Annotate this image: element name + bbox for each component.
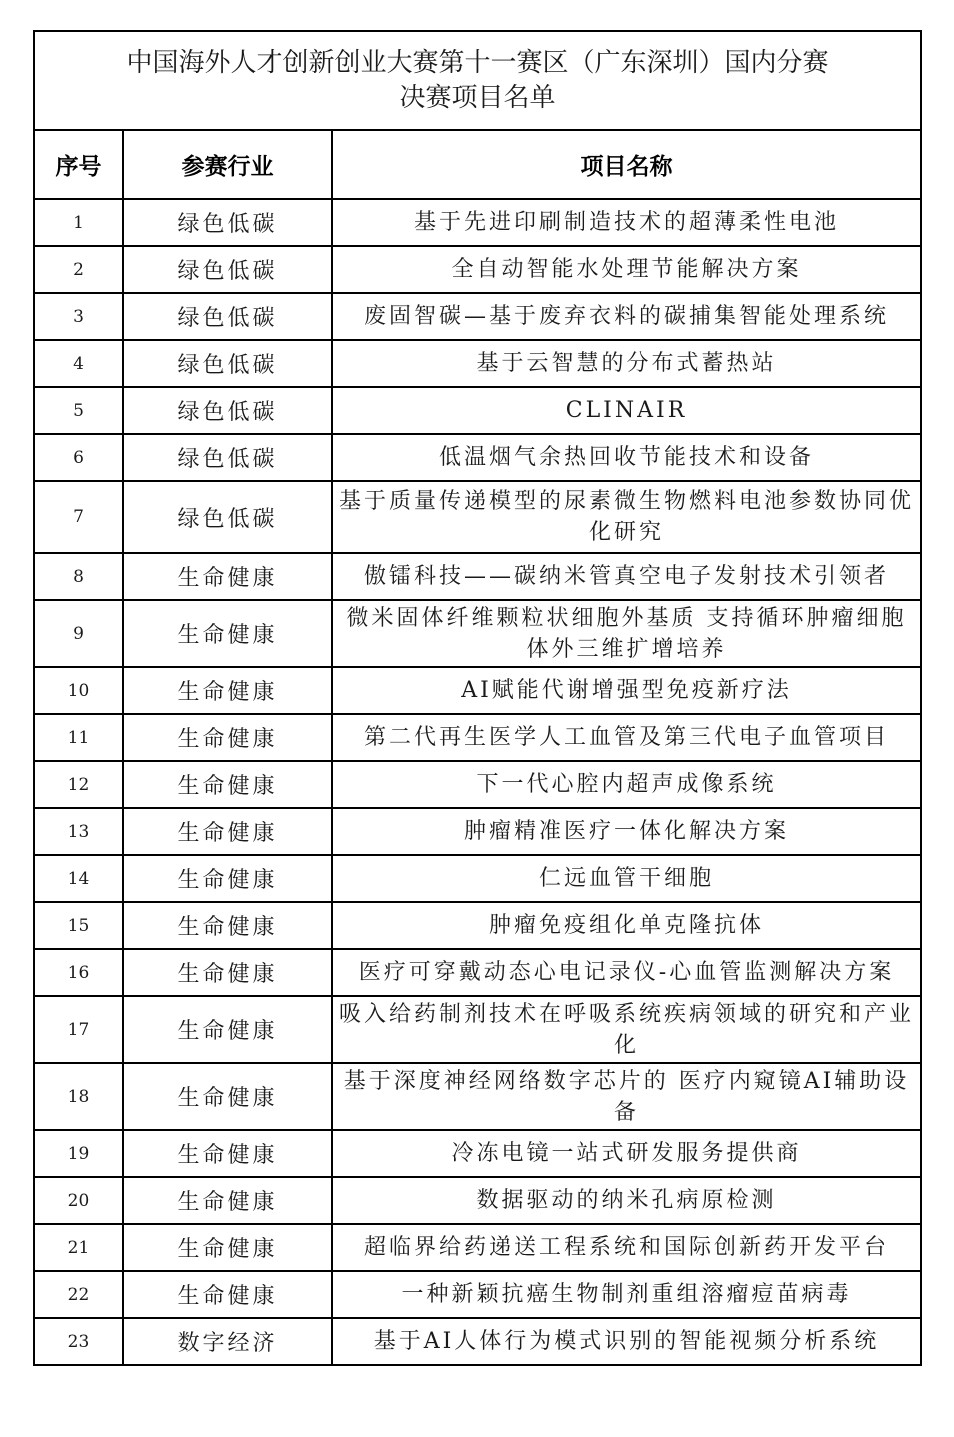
table-row bbox=[34, 553, 921, 600]
row-industry: 生命健康 bbox=[123, 902, 332, 949]
table-row bbox=[34, 761, 921, 808]
row-industry: 绿色低碳 bbox=[123, 387, 332, 434]
row-project-name: 基于先进印刷制造技术的超薄柔性电池 bbox=[332, 199, 921, 246]
row-project-name: 一种新颖抗癌生物制剂重组溶瘤痘苗病毒 bbox=[332, 1271, 921, 1318]
row-industry: 生命健康 bbox=[123, 667, 332, 714]
table-row bbox=[34, 600, 921, 667]
row-number: 7 bbox=[34, 481, 123, 553]
table-row bbox=[34, 667, 921, 714]
row-industry: 生命健康 bbox=[123, 1063, 332, 1130]
table-row bbox=[34, 1130, 921, 1177]
table-row bbox=[34, 1271, 921, 1318]
row-number: 1 bbox=[34, 199, 123, 246]
table-row bbox=[34, 902, 921, 949]
row-number: 4 bbox=[34, 340, 123, 387]
table-body bbox=[34, 199, 921, 1365]
row-project-name: AI赋能代谢增强型免疫新疗法 bbox=[332, 667, 921, 714]
table-row bbox=[34, 714, 921, 761]
row-number: 14 bbox=[34, 855, 123, 902]
title-line-2: 决赛项目名单 bbox=[399, 82, 556, 113]
row-number: 19 bbox=[34, 1130, 123, 1177]
row-number: 22 bbox=[34, 1271, 123, 1318]
table-row bbox=[34, 434, 921, 481]
row-industry: 生命健康 bbox=[123, 808, 332, 855]
row-industry: 绿色低碳 bbox=[123, 246, 332, 293]
row-industry: 生命健康 bbox=[123, 553, 332, 600]
row-industry: 数字经济 bbox=[123, 1318, 332, 1365]
row-industry: 生命健康 bbox=[123, 714, 332, 761]
table-row bbox=[34, 481, 921, 553]
document-title bbox=[34, 31, 921, 130]
row-project-name: 医疗可穿戴动态心电记录仪-心血管监测解决方案 bbox=[332, 949, 921, 996]
table-row bbox=[34, 996, 921, 1063]
row-industry: 绿色低碳 bbox=[123, 293, 332, 340]
row-project-name: 冷冻电镜一站式研发服务提供商 bbox=[332, 1130, 921, 1177]
row-project-name: 全自动智能水处理节能解决方案 bbox=[332, 246, 921, 293]
row-industry: 生命健康 bbox=[123, 996, 332, 1063]
row-number: 15 bbox=[34, 902, 123, 949]
row-number: 13 bbox=[34, 808, 123, 855]
header-industry: 参赛行业 bbox=[123, 130, 332, 199]
row-number: 3 bbox=[34, 293, 123, 340]
row-project-name: 第二代再生医学人工血管及第三代电子血管项目 bbox=[332, 714, 921, 761]
row-number: 5 bbox=[34, 387, 123, 434]
row-industry: 绿色低碳 bbox=[123, 481, 332, 553]
row-industry: 生命健康 bbox=[123, 761, 332, 808]
row-industry: 生命健康 bbox=[123, 1271, 332, 1318]
header-project: 项目名称 bbox=[332, 130, 921, 199]
row-number: 17 bbox=[34, 996, 123, 1063]
row-industry: 生命健康 bbox=[123, 1130, 332, 1177]
table-row bbox=[34, 246, 921, 293]
header-row bbox=[34, 130, 921, 199]
table-row bbox=[34, 340, 921, 387]
row-project-name: 废固智碳—基于废弃衣料的碳捕集智能处理系统 bbox=[332, 293, 921, 340]
row-industry: 生命健康 bbox=[123, 855, 332, 902]
header-no: 序号 bbox=[34, 130, 123, 199]
row-number: 2 bbox=[34, 246, 123, 293]
row-industry: 绿色低碳 bbox=[123, 340, 332, 387]
project-list-table bbox=[33, 30, 922, 1366]
table-row bbox=[34, 1177, 921, 1224]
row-industry: 生命健康 bbox=[123, 600, 332, 667]
row-project-name: 基于深度神经网络数字芯片的 医疗内窥镜AI辅助设备 bbox=[332, 1063, 921, 1130]
row-number: 8 bbox=[34, 553, 123, 600]
row-number: 12 bbox=[34, 761, 123, 808]
table-row bbox=[34, 387, 921, 434]
title-line-1: 中国海外人才创新创业大赛第十一赛区（广东深圳）国内分赛 bbox=[126, 47, 829, 78]
table-row bbox=[34, 855, 921, 902]
title-row bbox=[34, 31, 921, 130]
table-row bbox=[34, 1224, 921, 1271]
row-industry: 生命健康 bbox=[123, 1224, 332, 1271]
row-project-name: 肿瘤精准医疗一体化解决方案 bbox=[332, 808, 921, 855]
row-number: 16 bbox=[34, 949, 123, 996]
row-project-name: 基于AI人体行为模式识别的智能视频分析系统 bbox=[332, 1318, 921, 1365]
table-row bbox=[34, 1318, 921, 1365]
row-number: 6 bbox=[34, 434, 123, 481]
table-row bbox=[34, 1063, 921, 1130]
row-project-name: 下一代心腔内超声成像系统 bbox=[332, 761, 921, 808]
table-row bbox=[34, 949, 921, 996]
row-number: 21 bbox=[34, 1224, 123, 1271]
row-number: 20 bbox=[34, 1177, 123, 1224]
row-industry: 生命健康 bbox=[123, 1177, 332, 1224]
row-project-name: 基于云智慧的分布式蓄热站 bbox=[332, 340, 921, 387]
row-industry: 绿色低碳 bbox=[123, 199, 332, 246]
row-project-name: 吸入给药制剂技术在呼吸系统疾病领域的研究和产业化 bbox=[332, 996, 921, 1063]
row-project-name: 傲镭科技——碳纳米管真空电子发射技术引领者 bbox=[332, 553, 921, 600]
row-industry: 生命健康 bbox=[123, 949, 332, 996]
row-project-name: 基于质量传递模型的尿素微生物燃料电池参数协同优化研究 bbox=[332, 481, 921, 553]
row-number: 18 bbox=[34, 1063, 123, 1130]
row-project-name: 微米固体纤维颗粒状细胞外基质 支持循环肿瘤细胞体外三维扩增培养 bbox=[332, 600, 921, 667]
table-row bbox=[34, 293, 921, 340]
table-row bbox=[34, 808, 921, 855]
row-project-name: 低温烟气余热回收节能技术和设备 bbox=[332, 434, 921, 481]
row-project-name: 数据驱动的纳米孔病原检测 bbox=[332, 1177, 921, 1224]
row-number: 9 bbox=[34, 600, 123, 667]
row-number: 11 bbox=[34, 714, 123, 761]
row-number: 23 bbox=[34, 1318, 123, 1365]
row-project-name: 仁远血管干细胞 bbox=[332, 855, 921, 902]
row-project-name: CLINAIR bbox=[332, 387, 921, 434]
row-project-name: 超临界给药递送工程系统和国际创新药开发平台 bbox=[332, 1224, 921, 1271]
row-project-name: 肿瘤免疫组化单克隆抗体 bbox=[332, 902, 921, 949]
row-industry: 绿色低碳 bbox=[123, 434, 332, 481]
row-number: 10 bbox=[34, 667, 123, 714]
table-row bbox=[34, 199, 921, 246]
